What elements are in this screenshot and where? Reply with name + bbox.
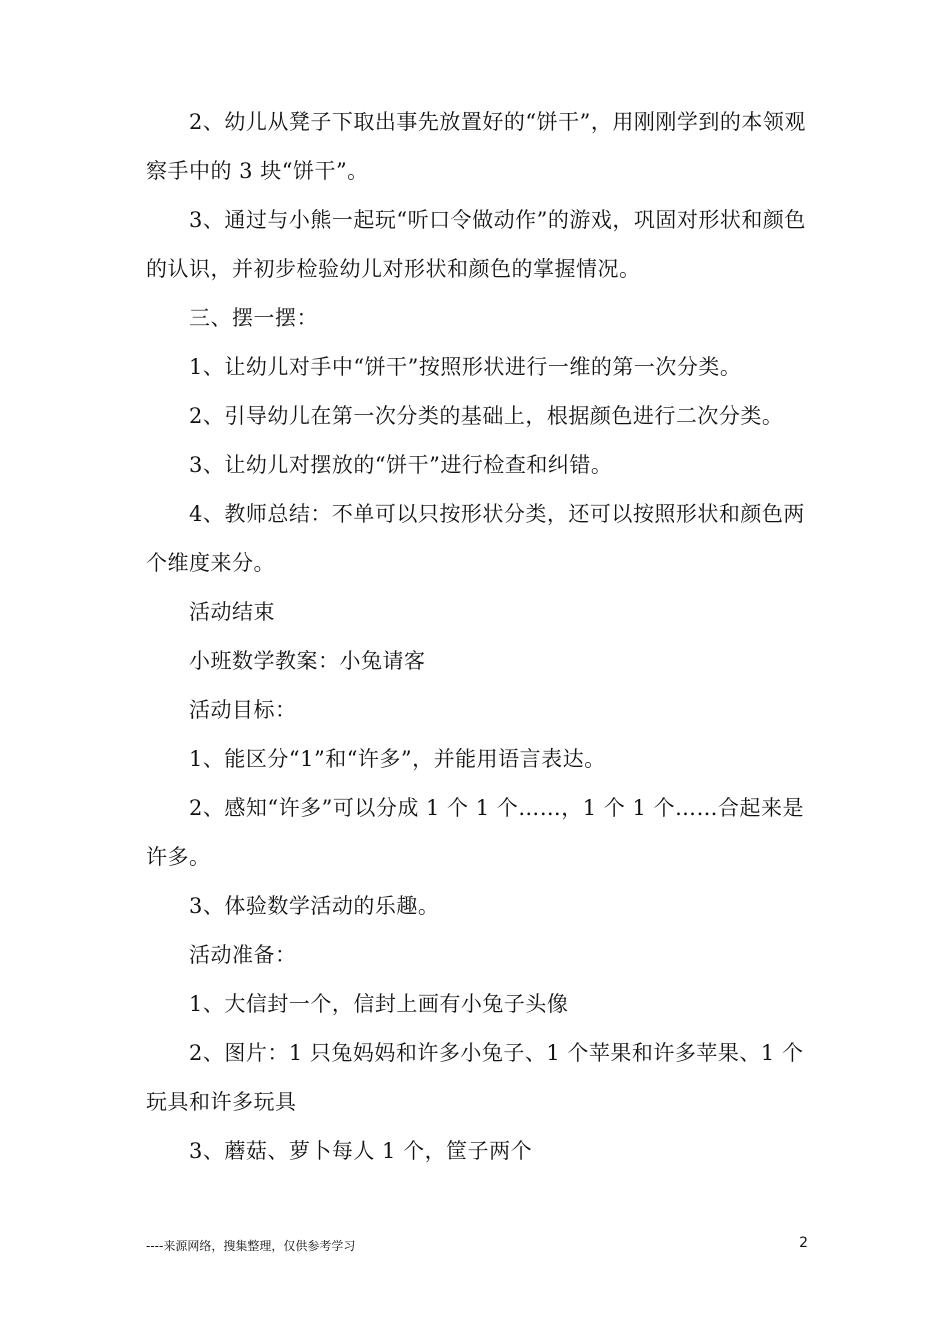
page-number: 2 bbox=[799, 1235, 808, 1251]
paragraph: 2、图片：1 只兔妈妈和许多小兔子、1 个苹果和许多苹果、1 个玩具和许多玩具 bbox=[146, 1041, 804, 1114]
paragraph: 3、体验数学活动的乐趣。 bbox=[189, 894, 440, 918]
section-heading: 活动目标： bbox=[189, 698, 297, 722]
document-body bbox=[146, 98, 808, 1176]
paragraph: 3、蘑菇、萝卜每人 1 个，筐子两个 bbox=[189, 1139, 533, 1163]
footer-note: ----来源网络，搜集整理，仅供参考学习 bbox=[146, 1239, 356, 1253]
section-heading: 活动准备： bbox=[189, 943, 297, 967]
document-title: 小班数学教案：小兔请客 bbox=[189, 649, 426, 673]
section-heading: 三、摆一摆： bbox=[189, 306, 318, 330]
paragraph: 4、教师总结：不单可以只按形状分类，还可以按照形状和颜色两个维度来分。 bbox=[146, 502, 805, 575]
paragraph: 2、幼儿从凳子下取出事先放置好的“饼干”，用刚刚学到的本领观察手中的 3 块“饼干”。 bbox=[146, 110, 806, 183]
paragraph: 1、能区分“1”和“许多”，并能用语言表达。 bbox=[189, 747, 606, 771]
paragraph: 3、通过与小熊一起玩“听口令做动作”的游戏，巩固对形状和颜色的认识，并初步检验幼儿对形状和颜色的掌握情况。 bbox=[146, 208, 806, 281]
paragraph: 3、让幼儿对摆放的“饼干”进行检查和纠错。 bbox=[189, 453, 613, 477]
paragraph: 2、引导幼儿在第一次分类的基础上，根据颜色进行二次分类。 bbox=[189, 404, 784, 428]
section-heading: 活动结束 bbox=[189, 600, 275, 624]
paragraph: 2、感知“许多”可以分成 1 个 1 个……，1 个 1 个……合起来是许多。 bbox=[146, 796, 805, 869]
paragraph: 1、大信封一个，信封上画有小兔子头像 bbox=[189, 992, 569, 1016]
paragraph: 1、让幼儿对手中“饼干”按照形状进行一维的第一次分类。 bbox=[189, 355, 742, 379]
